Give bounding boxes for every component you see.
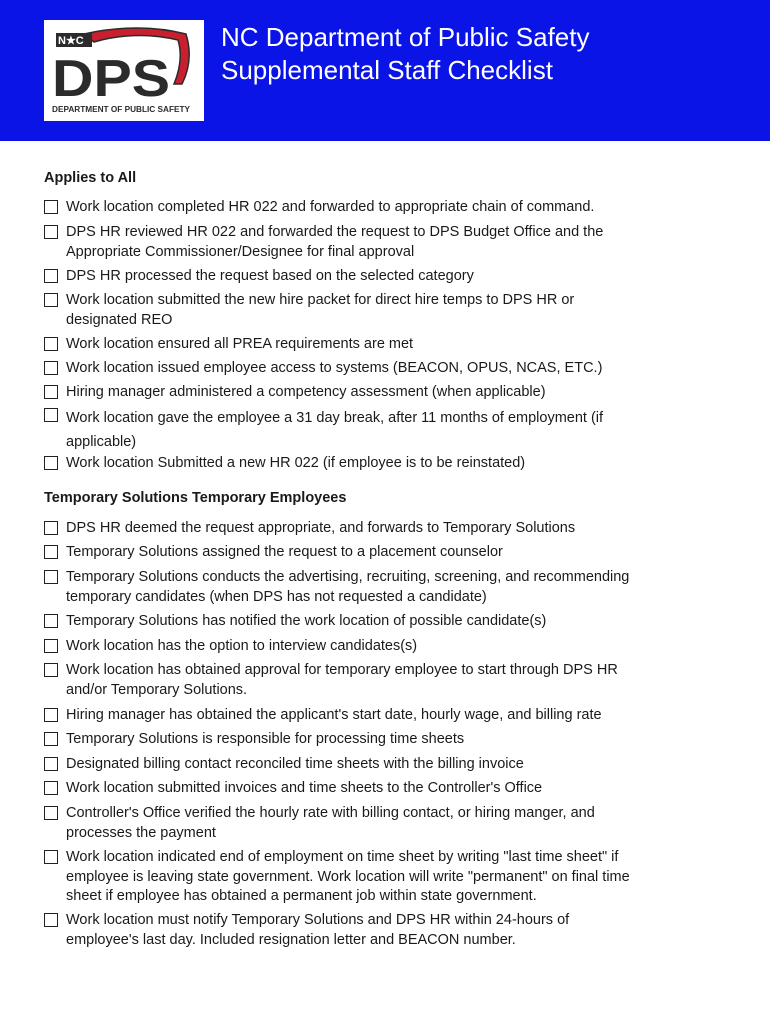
logo-dps-text: DPS	[52, 50, 170, 108]
checklist-item-text	[66, 661, 726, 700]
item-text-line: sheet if employee has obtained a permanent job within state government.	[66, 888, 537, 904]
checkbox[interactable]	[44, 913, 58, 927]
item-text-line: Controller's Office verified the hourly rate with billing contact, or hiring manger, and	[66, 805, 595, 821]
checklist-item-text	[66, 223, 726, 262]
checklist-item-text	[66, 335, 726, 355]
checkbox[interactable]	[44, 850, 58, 864]
checkbox[interactable]	[44, 225, 58, 239]
item-text-line: Work location submitted the new hire packet for direct hire temps to DPS HR or	[66, 292, 575, 308]
dps-logo-graphic	[44, 20, 204, 121]
checklist-item-text	[66, 730, 726, 750]
checklist-item-text	[66, 198, 726, 218]
item-text-line: temporary candidates (when DPS has not requested a candidate)	[66, 588, 487, 605]
item-text-line: Work location gave the employee a 31 day break, after 11 months of employment (if	[66, 410, 604, 426]
item-text-line: employee is leaving state government. Work location will write "permanent" on final time	[66, 868, 630, 885]
checklist-item-text	[66, 267, 726, 287]
checklist-item-text	[66, 779, 726, 799]
checkbox[interactable]	[44, 757, 58, 771]
item-text-line: and/or Temporary Solutions.	[66, 681, 248, 698]
checkbox[interactable]	[44, 732, 58, 746]
item-text-line: Temporary Solutions has notified the work location of possible candidate(s)	[66, 613, 547, 629]
item-text-line: applicable)	[66, 434, 137, 450]
logo-state-text: N★C	[58, 35, 84, 47]
item-text-line: Work location has the option to interview candidates(s)	[66, 638, 418, 654]
checkbox[interactable]	[44, 200, 58, 214]
checklist-item-text	[66, 383, 726, 403]
checkbox[interactable]	[44, 337, 58, 351]
checkbox[interactable]	[44, 663, 58, 677]
checklist-item-text	[66, 755, 726, 775]
item-text-line: Work location Submitted a new HR 022 (if employee is to be reinstated)	[66, 455, 526, 471]
item-text-line: Hiring manager administered a competency assessment (when applicable)	[66, 384, 546, 400]
checklist-item-text	[66, 637, 726, 657]
checklist-item-text	[66, 804, 726, 843]
checkbox[interactable]	[44, 269, 58, 283]
checklist-item-text	[66, 543, 726, 563]
header-banner	[0, 0, 770, 141]
checklist-item-text	[66, 848, 726, 907]
section-heading: Temporary Solutions Temporary Employees	[44, 490, 347, 506]
checklist-item-text	[66, 454, 726, 474]
checklist-item-text	[66, 568, 726, 607]
checkbox[interactable]	[44, 806, 58, 820]
item-text-line: Work location ensured all PREA requirements are met	[66, 336, 414, 352]
checklist-item-text	[66, 706, 726, 726]
item-text-line: Hiring manager has obtained the applicant's start date, hourly wage, and billing rate	[66, 707, 602, 723]
checkbox[interactable]	[44, 408, 58, 422]
checkbox[interactable]	[44, 545, 58, 559]
title-line-2: Supplemental Staff Checklist	[221, 55, 553, 85]
item-text-line: Work location has obtained approval for temporary employee to start through DPS HR	[66, 662, 618, 678]
checkbox[interactable]	[44, 361, 58, 375]
checkbox[interactable]	[44, 521, 58, 535]
section-heading: Applies to All	[44, 170, 137, 186]
checklist-item-text	[66, 406, 726, 454]
item-text-line: Designated billing contact reconciled time sheets with the billing invoice	[66, 756, 524, 772]
checklist-item-text	[66, 291, 726, 330]
item-text-line: Temporary Solutions assigned the request to a placement counselor	[66, 544, 503, 560]
checkbox[interactable]	[44, 570, 58, 584]
checkbox[interactable]	[44, 293, 58, 307]
checklist-item-text	[66, 359, 726, 379]
item-text-line: designated REO	[66, 311, 173, 328]
checkbox[interactable]	[44, 456, 58, 470]
page-title	[221, 21, 590, 87]
item-text-line: Work location must notify Temporary Solutions and DPS HR within 24-hours of	[66, 912, 570, 928]
checklist-item-text	[66, 911, 726, 950]
dps-logo	[44, 20, 204, 121]
checkbox[interactable]	[44, 708, 58, 722]
item-text-line: Work location issued employee access to systems (BEACON, OPUS, NCAS, ETC.)	[66, 360, 603, 376]
item-text-line: Temporary Solutions conducts the advertising, recruiting, screening, and recommending	[66, 569, 630, 585]
checkbox[interactable]	[44, 781, 58, 795]
checklist-item-text	[66, 612, 726, 632]
item-text-line: DPS HR reviewed HR 022 and forwarded the request to DPS Budget Office and the	[66, 224, 604, 240]
item-text-line: Appropriate Commissioner/Designee for final approval	[66, 243, 415, 260]
checklist-item-text	[66, 519, 726, 539]
item-text-line: Temporary Solutions is responsible for processing time sheets	[66, 731, 465, 747]
checkbox[interactable]	[44, 614, 58, 628]
checkbox[interactable]	[44, 639, 58, 653]
item-text-line: Work location indicated end of employment on time sheet by writing "last time sheet" if	[66, 849, 619, 865]
checkbox[interactable]	[44, 385, 58, 399]
item-text-line: employee's last day. Included resignation letter and BEACON number.	[66, 931, 516, 948]
item-text-line: DPS HR deemed the request appropriate, and forwards to Temporary Solutions	[66, 520, 576, 536]
item-text-line: DPS HR processed the request based on the selected category	[66, 268, 474, 284]
item-text-line: Work location completed HR 022 and forwarded to appropriate chain of command.	[66, 199, 595, 215]
logo-dept-text: DEPARTMENT OF PUBLIC SAFETY	[52, 105, 191, 114]
item-text-line: Work location submitted invoices and time sheets to the Controller's Office	[66, 780, 543, 796]
item-text-line: processes the payment	[66, 824, 216, 841]
title-line-1: NC Department of Public Safety	[221, 22, 590, 52]
